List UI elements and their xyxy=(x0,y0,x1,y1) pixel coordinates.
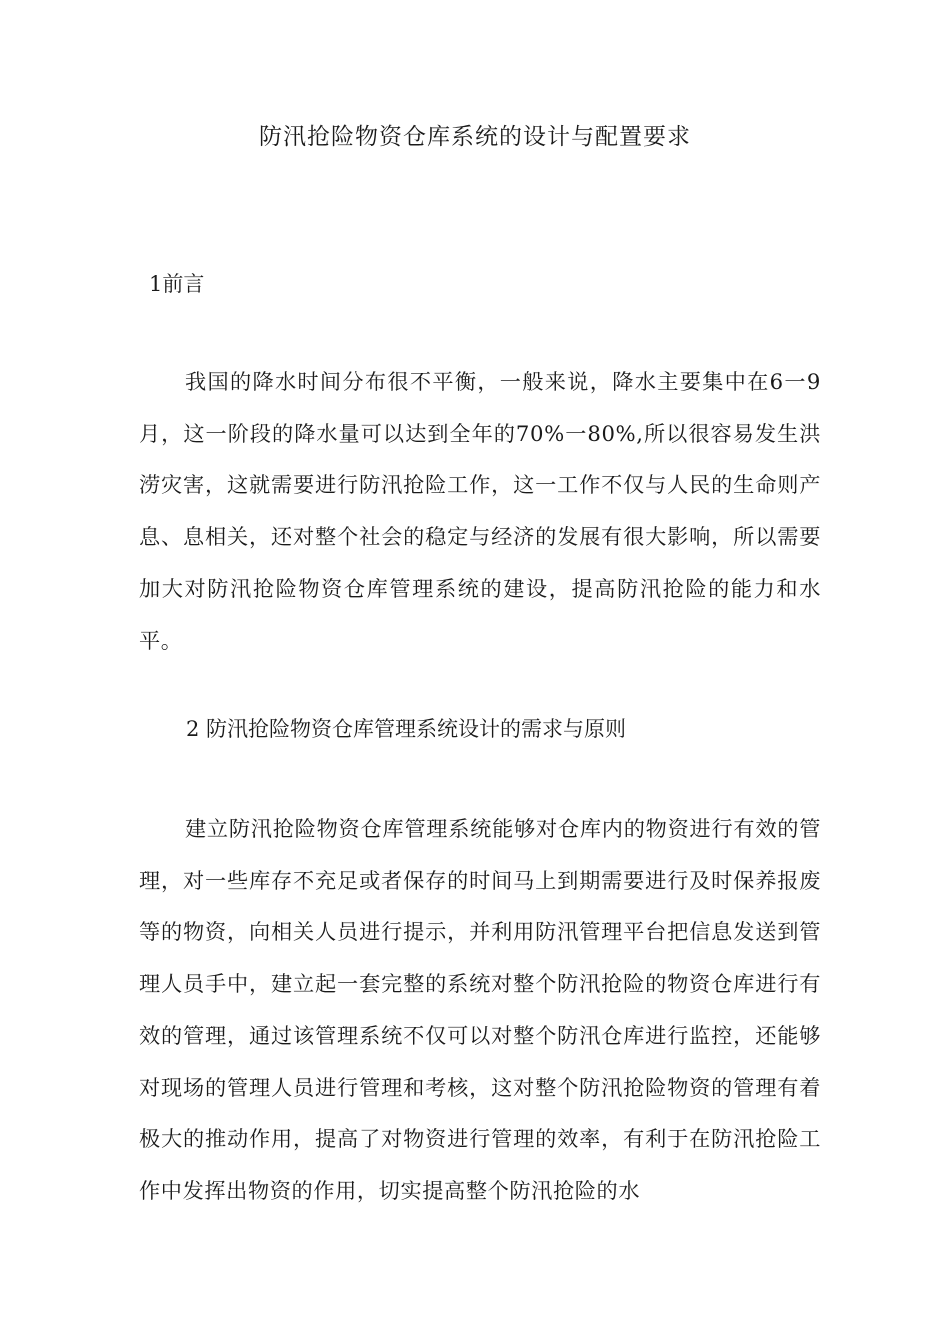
document-title: 防汛抢险物资仓库系统的设计与配置要求 xyxy=(259,124,691,150)
section-heading-preface: 1前言 xyxy=(149,272,205,296)
section-heading-requirements: 2 防汛抢险物资仓库管理系统设计的需求与原则 xyxy=(186,717,627,741)
section-paragraph-preface: 我国的降水时间分布很不平衡，一般来说，降水主要集中在6一9月，这一阶段的降水量可以达到全年的70%一80%,所以很容易发生洪涝灾害，这就需要进行防汛抢险工作，这一工作不仅与人民的生命则产息、息相关，还对整个社会的稳定与经济的发展有很大影响，所以需要加大对防汛抢险物资仓库管理系统的建设，提高防汛抢险的能力和水平。 xyxy=(139,369,821,653)
section-paragraph-requirements: 建立防汛抢险物资仓库管理系统能够对仓库内的物资进行有效的管理，对一些库存不充足或者保存的时间马上到期需要进行及时保养报废等的物资，向相关人员进行提示，并利用防汛管理平台把信息发送到管理人员手中，建立起一套完整的系统对整个防汛抢险的物资仓库进行有效的管理，通过该管理系统不仅可以对整个防汛仓库进行监控，还能够对现场的管理人员进行管理和考核，这对整个防汛抢险物资的管理有着极大的推动作用，提高了对物资进行管理的效率，有利于在防汛抢险工作中发挥出物资的作用，切实提高整个防汛抢险的水 xyxy=(139,816,821,1203)
